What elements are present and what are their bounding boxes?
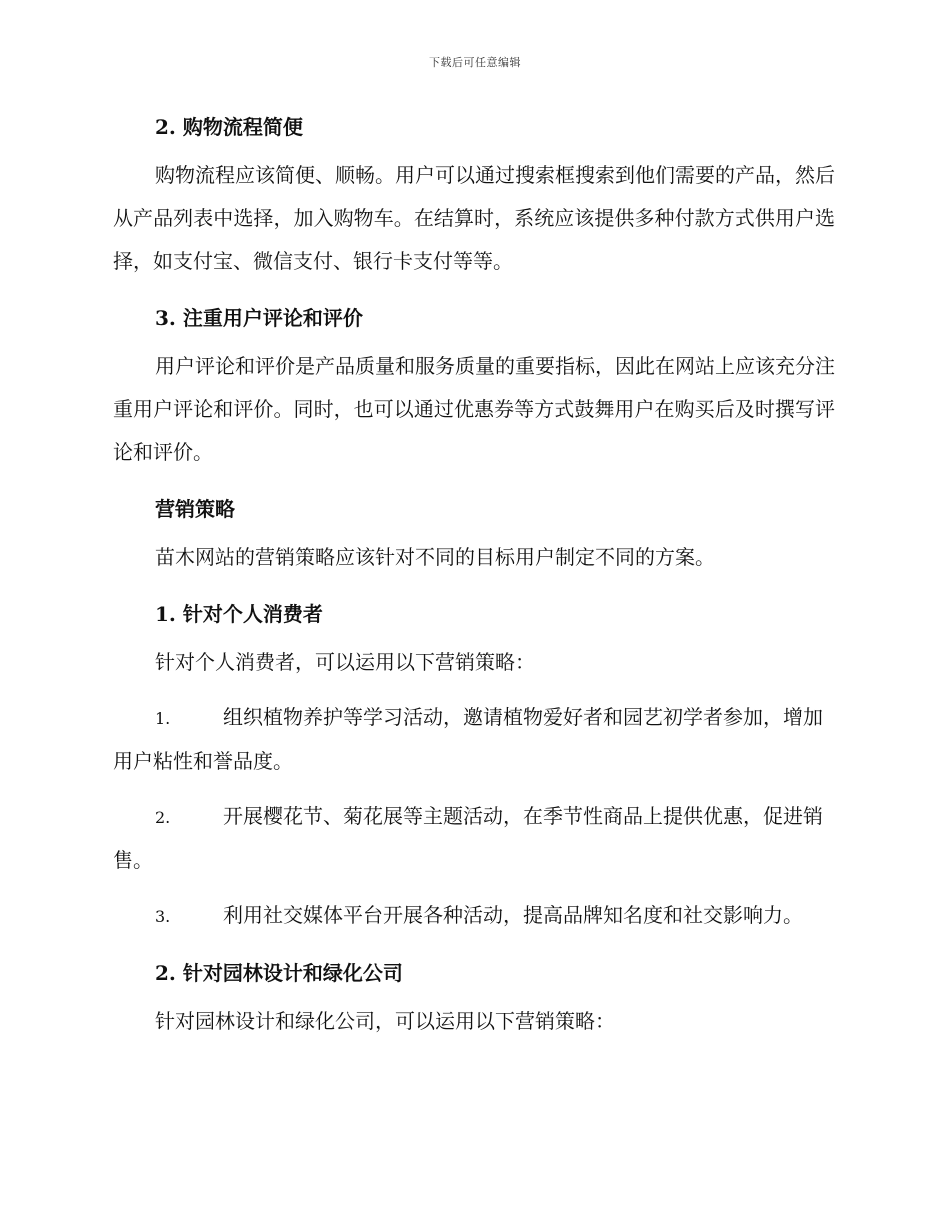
list-item xyxy=(113,795,835,882)
list-item-text: 开展樱花节、菊花展等主题活动，在季节性商品上提供优惠，促进销售。 xyxy=(113,804,823,872)
heading-landscape-companies: 2. 针对园林设计和绿化公司 xyxy=(155,961,403,985)
paragraph-user-reviews: 用户评论和评价是产品质量和服务质量的重要指标，因此在网站上应该充分注重用户评论和评价。同时，也可以通过优惠券等方式鼓舞用户在购买后及时撰写评论和评价。 xyxy=(113,354,835,464)
paragraph-marketing-strategy: 苗木网站的营销策略应该针对不同的目标用户制定不同的方案。 xyxy=(155,545,715,569)
heading-individual-consumers: 1. 针对个人消费者 xyxy=(155,602,323,626)
paragraph-landscape-companies: 针对园林设计和绿化公司，可以运用以下营销策略： xyxy=(155,1009,615,1033)
heading-shopping-flow: 2. 购物流程简便 xyxy=(155,115,303,139)
paragraph-shopping-flow: 购物流程应该简便、顺畅。用户可以通过搜索框搜索到他们需要的产品，然后从产品列表中选择，加入购物车。在结算时，系统应该提供多种付款方式供用户选择，如支付宝、微信支付、银行卡支付等等。 xyxy=(113,163,835,273)
page-header: 下载后可任意编辑 xyxy=(429,56,521,69)
heading-user-reviews: 3. 注重用户评论和评价 xyxy=(155,306,363,330)
list-item xyxy=(113,696,835,783)
document-body xyxy=(113,112,835,1043)
list-item-number: 1. xyxy=(155,709,171,728)
heading-marketing-strategy: 营销策略 xyxy=(155,497,235,521)
list-item-text: 组织植物养护等学习活动，邀请植物爱好者和园艺初学者参加，增加用户粘性和誉品度。 xyxy=(113,705,823,773)
paragraph-individual-consumers: 针对个人消费者，可以运用以下营销策略： xyxy=(155,650,535,674)
list-item-number: 3. xyxy=(155,907,171,926)
list-item xyxy=(113,894,835,938)
list-item-text: 利用社交媒体平台开展各种活动，提高品牌知名度和社交影响力。 xyxy=(223,903,803,927)
list-item-number: 2. xyxy=(155,808,171,827)
